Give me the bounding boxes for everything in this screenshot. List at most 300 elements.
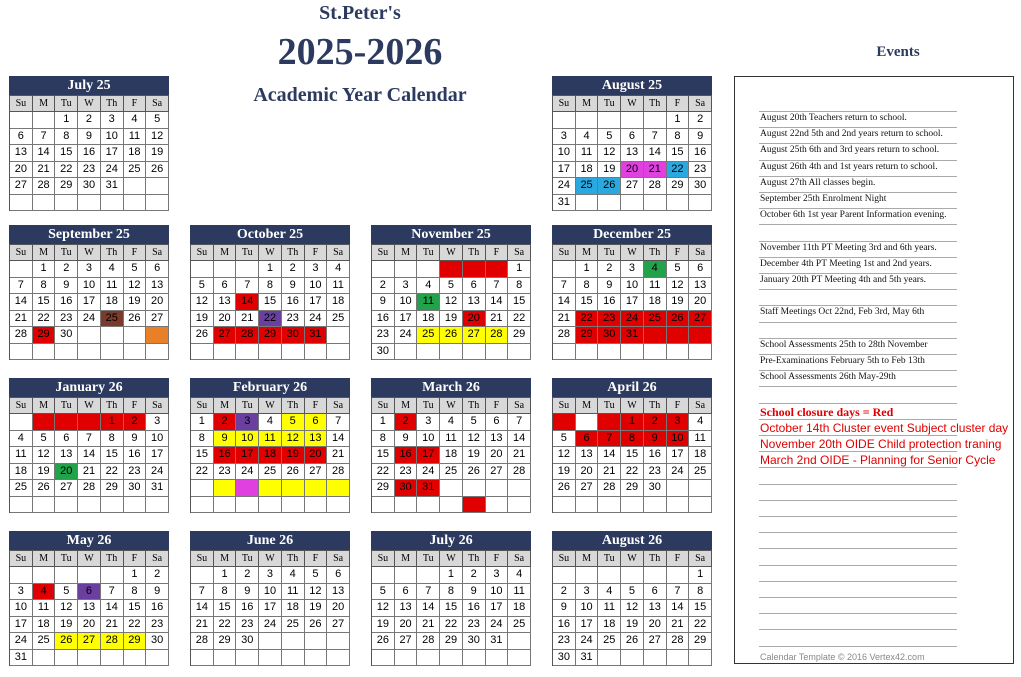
weekday-header: Sa	[327, 551, 350, 567]
empty-cell	[124, 344, 147, 361]
day-cell: 12	[553, 447, 576, 464]
day-cell: 6	[78, 584, 101, 601]
day-cell: 2	[146, 567, 169, 584]
empty-cell	[644, 112, 667, 129]
day-cell: 8	[101, 431, 124, 448]
day-cell: 28	[10, 327, 33, 344]
weekday-header: Tu	[55, 398, 78, 414]
day-cell: 3	[621, 261, 644, 278]
day-cell: 27	[463, 327, 486, 344]
day-cell: 24	[486, 617, 509, 634]
empty-cell	[667, 344, 690, 361]
day-cell: 4	[282, 567, 305, 584]
day-cell: 3	[395, 278, 418, 295]
empty-cell	[10, 195, 33, 212]
empty-cell	[463, 344, 486, 361]
empty-cell	[55, 414, 78, 431]
day-cell: 11	[124, 129, 147, 146]
empty-cell	[417, 261, 440, 278]
day-cell: 25	[417, 327, 440, 344]
weekday-header: M	[33, 245, 56, 261]
day-cell: 13	[395, 600, 418, 617]
day-cell: 9	[124, 431, 147, 448]
day-cell: 6	[395, 584, 418, 601]
day-cell: 12	[463, 431, 486, 448]
day-cell: 26	[191, 327, 214, 344]
day-cell: 10	[576, 600, 599, 617]
weekday-header: M	[33, 551, 56, 567]
day-cell: 15	[667, 145, 690, 162]
day-cell: 17	[417, 447, 440, 464]
event-item: January 20th PT Meeting 4th and 5th years.	[760, 275, 927, 285]
empty-cell	[55, 344, 78, 361]
weekday-header: M	[576, 96, 599, 112]
empty-cell	[621, 344, 644, 361]
day-cell: 2	[282, 261, 305, 278]
day-cell: 12	[621, 600, 644, 617]
weekday-header: W	[78, 551, 101, 567]
weekday-header: Tu	[417, 245, 440, 261]
empty-cell	[372, 650, 395, 667]
day-cell: 22	[101, 464, 124, 481]
day-cell: 9	[598, 278, 621, 295]
month-nov25	[371, 225, 531, 360]
empty-cell	[576, 112, 599, 129]
weekday-header: Th	[644, 551, 667, 567]
day-cell: 1	[689, 567, 712, 584]
day-cell: 10	[259, 584, 282, 601]
day-cell: 22	[124, 617, 147, 634]
empty-cell	[598, 344, 621, 361]
empty-cell	[598, 497, 621, 514]
day-cell: 12	[305, 584, 328, 601]
day-cell: 30	[689, 178, 712, 195]
day-cell: 8	[667, 129, 690, 146]
day-cell: 30	[55, 327, 78, 344]
day-cell: 8	[33, 278, 56, 295]
day-cell: 6	[214, 278, 237, 295]
day-cell: 17	[621, 294, 644, 311]
weekday-header: Su	[10, 551, 33, 567]
month-grid	[371, 550, 531, 666]
month-apr26	[552, 378, 712, 513]
day-cell: 8	[576, 278, 599, 295]
day-cell: 10	[621, 278, 644, 295]
day-cell: 19	[124, 294, 147, 311]
day-cell: 14	[417, 600, 440, 617]
day-cell: 11	[10, 447, 33, 464]
day-cell: 4	[598, 584, 621, 601]
day-cell: 8	[689, 584, 712, 601]
day-cell: 19	[553, 464, 576, 481]
empty-cell	[553, 414, 576, 431]
empty-cell	[667, 567, 690, 584]
day-cell: 4	[508, 567, 531, 584]
event-rule	[759, 370, 957, 371]
weekday-header: Th	[463, 551, 486, 567]
day-cell: 30	[463, 633, 486, 650]
empty-cell	[191, 344, 214, 361]
day-cell: 19	[440, 311, 463, 328]
day-cell: 19	[305, 600, 328, 617]
day-cell: 10	[553, 145, 576, 162]
empty-cell	[644, 327, 667, 344]
day-cell: 17	[486, 600, 509, 617]
day-cell: 19	[372, 617, 395, 634]
month-title: March 26	[371, 378, 531, 397]
weekday-header: Sa	[508, 398, 531, 414]
day-cell: 15	[191, 447, 214, 464]
event-item: October 6th 1st year Parent Information evening.	[760, 210, 947, 221]
empty-cell	[10, 497, 33, 514]
day-cell: 17	[667, 447, 690, 464]
empty-cell	[124, 327, 147, 344]
event-rule	[759, 386, 957, 387]
weekday-header: M	[214, 551, 237, 567]
empty-cell	[124, 650, 147, 667]
day-cell: 1	[101, 414, 124, 431]
day-cell: 5	[146, 112, 169, 129]
weekday-header: Tu	[236, 245, 259, 261]
day-cell: 13	[689, 278, 712, 295]
day-cell: 17	[146, 447, 169, 464]
empty-cell	[463, 261, 486, 278]
weekday-header: W	[621, 245, 644, 261]
day-cell: 19	[191, 311, 214, 328]
day-cell: 24	[667, 464, 690, 481]
day-cell: 5	[372, 584, 395, 601]
day-cell: 25	[576, 178, 599, 195]
day-cell: 27	[10, 178, 33, 195]
day-cell: 19	[146, 145, 169, 162]
day-cell: 5	[463, 414, 486, 431]
day-cell: 24	[576, 633, 599, 650]
day-cell: 29	[372, 480, 395, 497]
empty-cell	[146, 178, 169, 195]
day-cell: 24	[259, 617, 282, 634]
day-cell: 2	[644, 414, 667, 431]
empty-cell	[440, 344, 463, 361]
day-cell: 14	[10, 294, 33, 311]
day-cell: 16	[124, 447, 147, 464]
empty-cell	[101, 497, 124, 514]
weekday-header: M	[33, 398, 56, 414]
empty-cell	[667, 327, 690, 344]
empty-cell	[124, 178, 147, 195]
empty-cell	[10, 112, 33, 129]
day-cell: 2	[395, 414, 418, 431]
day-cell: 1	[191, 414, 214, 431]
weekday-header: Sa	[689, 245, 712, 261]
day-cell: 7	[553, 278, 576, 295]
month-title: January 26	[9, 378, 169, 397]
day-cell: 8	[440, 584, 463, 601]
day-cell: 27	[644, 633, 667, 650]
day-cell: 21	[644, 162, 667, 179]
weekday-header: Tu	[55, 551, 78, 567]
day-cell: 22	[55, 162, 78, 179]
day-cell: 24	[236, 464, 259, 481]
weekday-header: Th	[101, 398, 124, 414]
day-cell: 13	[486, 431, 509, 448]
day-cell: 11	[259, 431, 282, 448]
day-cell: 9	[689, 129, 712, 146]
empty-cell	[621, 497, 644, 514]
weekday-header: Tu	[598, 245, 621, 261]
day-cell: 16	[644, 447, 667, 464]
weekday-header: Sa	[508, 551, 531, 567]
day-cell: 1	[372, 414, 395, 431]
month-dec25	[552, 225, 712, 360]
day-cell: 3	[417, 414, 440, 431]
day-cell: 3	[101, 112, 124, 129]
empty-cell	[78, 344, 101, 361]
month-oct25	[190, 225, 350, 360]
day-cell: 23	[553, 633, 576, 650]
day-cell: 26	[553, 480, 576, 497]
day-cell: 27	[486, 464, 509, 481]
empty-cell	[10, 261, 33, 278]
empty-cell	[553, 112, 576, 129]
event-item: August 27th All classes begin.	[760, 177, 876, 188]
day-cell: 31	[576, 650, 599, 667]
weekday-header: W	[259, 551, 282, 567]
day-cell: 14	[101, 600, 124, 617]
day-cell: 10	[486, 584, 509, 601]
empty-cell	[327, 327, 350, 344]
day-cell: 25	[33, 633, 56, 650]
empty-cell	[440, 261, 463, 278]
event-item: August 25th 6th and 3rd years return to school.	[760, 145, 940, 156]
weekday-header: Th	[463, 245, 486, 261]
weekday-header: F	[124, 398, 147, 414]
day-cell: 18	[124, 145, 147, 162]
day-cell: 9	[644, 431, 667, 448]
empty-cell	[305, 480, 328, 497]
empty-cell	[621, 567, 644, 584]
weekday-header: M	[576, 245, 599, 261]
calendar-subtitle: Academic Year Calendar	[253, 84, 467, 106]
day-cell: 21	[327, 447, 350, 464]
weekday-header: Su	[553, 551, 576, 567]
weekday-header: W	[621, 96, 644, 112]
day-cell: 26	[463, 464, 486, 481]
weekday-header: F	[667, 96, 690, 112]
event-rule	[759, 500, 957, 501]
day-cell: 12	[124, 278, 147, 295]
day-cell: 31	[621, 327, 644, 344]
day-cell: 3	[259, 567, 282, 584]
day-cell: 7	[191, 584, 214, 601]
day-cell: 24	[10, 633, 33, 650]
empty-cell	[395, 497, 418, 514]
day-cell: 6	[305, 414, 328, 431]
day-cell: 30	[644, 480, 667, 497]
day-cell: 7	[78, 431, 101, 448]
day-cell: 28	[327, 464, 350, 481]
day-cell: 4	[689, 414, 712, 431]
day-cell: 2	[372, 278, 395, 295]
day-cell: 13	[55, 447, 78, 464]
empty-cell	[689, 497, 712, 514]
day-cell: 18	[508, 600, 531, 617]
event-rule	[759, 273, 957, 274]
weekday-header: W	[440, 398, 463, 414]
event-rule	[759, 629, 957, 630]
empty-cell	[259, 633, 282, 650]
day-cell: 5	[667, 261, 690, 278]
day-cell: 4	[124, 112, 147, 129]
day-cell: 11	[33, 600, 56, 617]
empty-cell	[598, 195, 621, 212]
day-cell: 22	[508, 311, 531, 328]
day-cell: 6	[146, 261, 169, 278]
day-cell: 31	[486, 633, 509, 650]
day-cell: 20	[327, 600, 350, 617]
day-cell: 10	[305, 278, 328, 295]
day-cell: 2	[463, 567, 486, 584]
day-cell: 1	[259, 261, 282, 278]
weekday-header: Tu	[55, 96, 78, 112]
empty-cell	[395, 344, 418, 361]
month-sep25	[9, 225, 169, 360]
empty-cell	[191, 650, 214, 667]
empty-cell	[576, 567, 599, 584]
weekday-header: Sa	[689, 96, 712, 112]
day-cell: 29	[689, 633, 712, 650]
empty-cell	[689, 650, 712, 667]
day-cell: 2	[214, 414, 237, 431]
empty-cell	[644, 567, 667, 584]
weekday-header: F	[124, 551, 147, 567]
day-cell: 15	[508, 294, 531, 311]
day-cell: 20	[644, 617, 667, 634]
day-cell: 25	[598, 633, 621, 650]
day-cell: 18	[327, 294, 350, 311]
day-cell: 14	[486, 294, 509, 311]
day-cell: 7	[486, 278, 509, 295]
empty-cell	[305, 497, 328, 514]
event-rule	[759, 160, 957, 161]
empty-cell	[305, 633, 328, 650]
event-item: November 11th PT Meeting 3rd and 6th years.	[760, 242, 937, 253]
day-cell: 6	[689, 261, 712, 278]
day-cell: 29	[55, 178, 78, 195]
empty-cell	[486, 261, 509, 278]
day-cell: 14	[191, 600, 214, 617]
day-cell: 2	[236, 567, 259, 584]
day-cell: 12	[372, 600, 395, 617]
day-cell: 16	[553, 617, 576, 634]
day-cell: 30	[124, 480, 147, 497]
empty-cell	[553, 497, 576, 514]
weekday-header: F	[305, 245, 328, 261]
day-cell: 21	[236, 311, 259, 328]
empty-cell	[33, 414, 56, 431]
empty-cell	[191, 261, 214, 278]
day-cell: 27	[78, 633, 101, 650]
weekday-header: M	[33, 96, 56, 112]
day-cell: 12	[146, 129, 169, 146]
day-cell: 11	[598, 600, 621, 617]
day-cell: 18	[282, 600, 305, 617]
month-grid	[552, 397, 712, 513]
day-cell: 23	[55, 311, 78, 328]
weekday-header: F	[486, 245, 509, 261]
day-cell: 31	[146, 480, 169, 497]
day-cell: 24	[305, 311, 328, 328]
day-cell: 11	[417, 294, 440, 311]
day-cell: 16	[214, 447, 237, 464]
empty-cell	[327, 633, 350, 650]
month-title: February 26	[190, 378, 350, 397]
day-cell: 11	[508, 584, 531, 601]
day-cell: 26	[55, 633, 78, 650]
empty-cell	[440, 497, 463, 514]
weekday-header: F	[667, 398, 690, 414]
empty-cell	[644, 497, 667, 514]
day-cell: 11	[576, 145, 599, 162]
day-cell: 2	[78, 112, 101, 129]
empty-cell	[372, 567, 395, 584]
weekday-header: Tu	[236, 398, 259, 414]
day-cell: 8	[621, 431, 644, 448]
empty-cell	[486, 480, 509, 497]
day-cell: 22	[33, 311, 56, 328]
empty-cell	[463, 480, 486, 497]
day-cell: 13	[10, 145, 33, 162]
empty-cell	[417, 567, 440, 584]
day-cell: 1	[576, 261, 599, 278]
weekday-header: M	[395, 551, 418, 567]
day-cell: 22	[259, 311, 282, 328]
weekday-header: M	[214, 398, 237, 414]
weekday-header: F	[305, 551, 328, 567]
weekday-header: F	[486, 398, 509, 414]
weekday-header: Su	[10, 245, 33, 261]
day-cell: 31	[553, 195, 576, 212]
month-grid	[552, 244, 712, 360]
empty-cell	[214, 480, 237, 497]
weekday-header: Th	[101, 551, 124, 567]
empty-cell	[214, 261, 237, 278]
weekday-header: Th	[101, 245, 124, 261]
day-cell: 9	[214, 431, 237, 448]
event-rule	[759, 257, 957, 258]
day-cell: 16	[55, 294, 78, 311]
day-cell: 26	[667, 311, 690, 328]
day-cell: 6	[10, 129, 33, 146]
month-grid	[371, 244, 531, 360]
month-title: August 26	[552, 531, 712, 550]
empty-cell	[553, 567, 576, 584]
day-cell: 10	[101, 129, 124, 146]
day-cell: 18	[644, 294, 667, 311]
day-cell: 10	[236, 431, 259, 448]
day-cell: 10	[667, 431, 690, 448]
template-credit: Calendar Template © 2016 Vertex42.com	[760, 652, 925, 662]
day-cell: 25	[440, 464, 463, 481]
weekday-header: Sa	[146, 96, 169, 112]
empty-cell	[598, 567, 621, 584]
day-cell: 6	[463, 278, 486, 295]
day-cell: 6	[644, 584, 667, 601]
day-cell: 21	[417, 617, 440, 634]
day-cell: 9	[395, 431, 418, 448]
weekday-header: F	[667, 551, 690, 567]
day-cell: 8	[191, 431, 214, 448]
day-cell: 17	[101, 145, 124, 162]
